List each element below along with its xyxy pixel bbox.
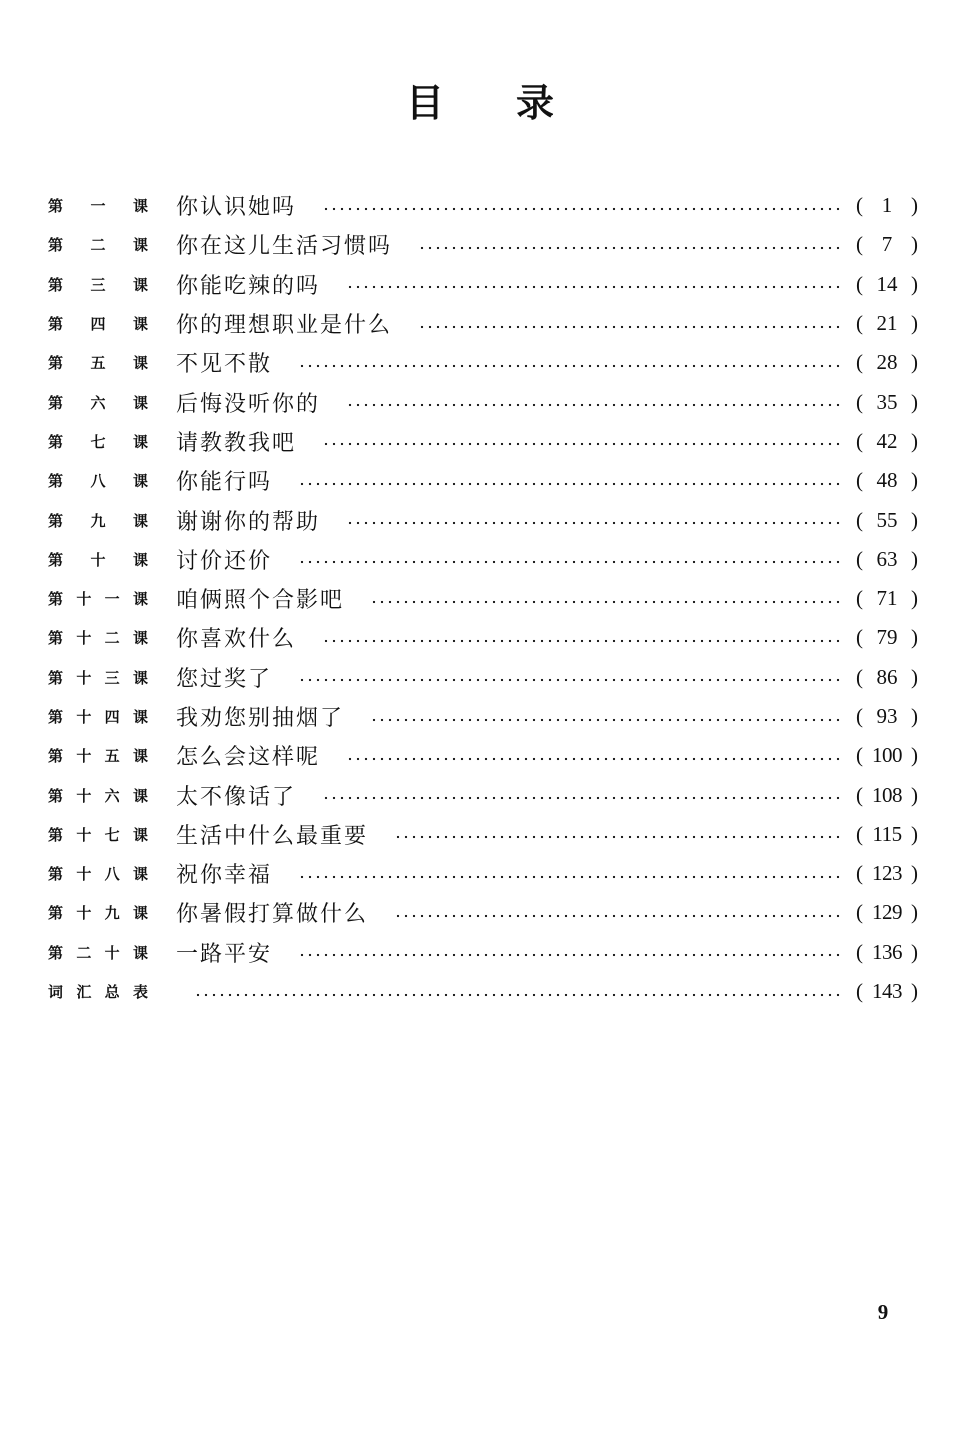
lesson-number-char: 二: [104, 629, 120, 648]
lesson-number-char: 第: [48, 354, 64, 373]
title-char: 录: [515, 81, 554, 125]
open-paren: (: [856, 939, 863, 964]
lesson-title[interactable]: 谢谢你的帮助: [176, 509, 321, 535]
lesson-number-char: 十: [76, 865, 92, 884]
lesson-number-char: 第: [48, 865, 64, 884]
lesson-number: [48, 313, 148, 334]
dot-leader: [322, 442, 842, 446]
page-ref-number: 35: [876, 389, 898, 414]
toc-entry[interactable]: [48, 343, 918, 382]
dot-leader: [346, 403, 842, 407]
lesson-number: [48, 745, 148, 766]
close-paren: ): [911, 821, 918, 846]
page-ref-number: 129: [872, 900, 902, 925]
lesson-number-char: 十: [76, 668, 92, 687]
lesson-number-char: 五: [90, 354, 106, 373]
dot-leader: [346, 285, 842, 289]
page-reference[interactable]: [856, 429, 918, 454]
lesson-number: [48, 431, 148, 452]
toc-entry[interactable]: [48, 540, 918, 579]
toc-entry-glossary[interactable]: [48, 972, 918, 1011]
lesson-number-char: 第: [48, 236, 64, 255]
lesson-title[interactable]: 你能吃辣的吗: [176, 273, 321, 299]
lesson-number-char: 课: [132, 904, 148, 923]
lesson-title[interactable]: 怎么会这样呢: [176, 745, 321, 771]
dot-leader: [322, 796, 842, 800]
toc-entry[interactable]: [48, 461, 918, 500]
page-ref-number: 14: [876, 271, 898, 296]
lesson-number-char: 三: [90, 275, 106, 294]
lesson-number-char: 十: [76, 629, 92, 648]
open-paren: (: [856, 468, 863, 493]
lesson-number-char: 课: [132, 393, 148, 412]
lesson-number-char: 第: [48, 472, 64, 491]
page-reference[interactable]: [856, 940, 918, 965]
toc-entry[interactable]: [48, 579, 918, 618]
dot-leader: [298, 875, 842, 879]
lesson-number-char: 课: [132, 354, 148, 373]
lesson-number-char: 六: [104, 786, 120, 805]
lesson-number-char: 十: [76, 708, 92, 726]
close-paren: ): [911, 586, 918, 611]
lesson-number-char: 第: [48, 629, 64, 648]
open-paren: (: [856, 900, 863, 925]
lesson-number-char: 十: [76, 590, 92, 609]
lesson-number-char: 十: [90, 550, 106, 569]
lesson-title[interactable]: 太不像话了: [176, 784, 297, 810]
page-ref-number: 42: [876, 428, 898, 453]
page-ref-number: 48: [876, 468, 898, 493]
page-reference[interactable]: [856, 232, 918, 257]
lesson-number-char: 第: [48, 708, 64, 726]
dot-leader: [370, 718, 842, 722]
page-ref-number: 21: [876, 311, 898, 336]
page-reference[interactable]: [856, 547, 918, 572]
close-paren: ): [911, 546, 918, 571]
lesson-title[interactable]: 你喜欢什么: [176, 627, 297, 653]
page-reference[interactable]: [856, 311, 918, 336]
lesson-number: [48, 863, 148, 884]
page-ref-number: 108: [872, 782, 902, 807]
page-number: 9: [877, 1300, 889, 1324]
toc-entry[interactable]: [48, 422, 918, 461]
lesson-number-char: 第: [48, 315, 64, 334]
lesson-number-char: 八: [104, 865, 120, 884]
close-paren: ): [911, 979, 918, 1004]
lesson-number-char: 课: [132, 236, 148, 255]
lesson-title[interactable]: 你的理想职业是什么: [176, 313, 393, 339]
open-paren: (: [856, 271, 863, 296]
lesson-number: [48, 942, 148, 963]
page-reference[interactable]: [856, 350, 918, 375]
dot-leader: [346, 757, 842, 761]
lesson-title[interactable]: 咱俩照个合影吧: [176, 588, 345, 614]
close-paren: ): [911, 428, 918, 453]
lesson-number: [48, 392, 148, 413]
page-reference[interactable]: [856, 861, 918, 886]
lesson-title[interactable]: 生活中什么最重要: [176, 823, 369, 849]
lesson-title[interactable]: 你认识她吗: [176, 195, 297, 221]
page-ref-number: 71: [876, 586, 898, 611]
page-reference[interactable]: [856, 625, 918, 650]
lesson-number: [48, 195, 148, 216]
open-paren: (: [856, 546, 863, 571]
dot-leader: [298, 482, 842, 486]
table-of-contents: [48, 186, 918, 1011]
lesson-number-char: 九: [104, 904, 120, 923]
page-reference[interactable]: [856, 390, 918, 415]
toc-entry[interactable]: [48, 893, 918, 932]
dot-leader: [194, 993, 842, 997]
lesson-number-char: 课: [132, 865, 148, 884]
lesson-number: [48, 785, 148, 806]
lesson-number-char: 二: [90, 236, 106, 255]
toc-entry[interactable]: [48, 265, 918, 304]
lesson-number-char: 第: [48, 747, 64, 766]
lesson-number-char: 课: [132, 747, 148, 766]
toc-entry[interactable]: [48, 697, 918, 736]
close-paren: ): [911, 311, 918, 336]
toc-entry[interactable]: [48, 382, 918, 421]
lesson-number-char: 课: [132, 708, 148, 726]
toc-entry[interactable]: [48, 854, 918, 893]
page-ref-number: 136: [872, 939, 902, 964]
close-paren: ): [911, 468, 918, 493]
lesson-number-char: 课: [132, 786, 148, 805]
page-ref-number: 86: [876, 664, 898, 689]
page-ref-number: 79: [876, 625, 898, 650]
toc-entry[interactable]: [48, 775, 918, 814]
glossary-label: [48, 981, 148, 1002]
lesson-number: [48, 510, 148, 531]
lesson-number-char: 十: [104, 943, 120, 962]
page-reference[interactable]: [856, 822, 918, 847]
toc-entry[interactable]: [48, 658, 918, 697]
page-reference[interactable]: [856, 979, 918, 1004]
lesson-number-char: 七: [90, 432, 106, 451]
lesson-number-char: 第: [48, 668, 64, 687]
open-paren: (: [856, 350, 863, 375]
lesson-title[interactable]: 你暑假打算做什么: [176, 902, 369, 928]
toc-entry[interactable]: [48, 500, 918, 539]
close-paren: ): [911, 389, 918, 414]
toc-entry[interactable]: [48, 304, 918, 343]
close-paren: ): [911, 350, 918, 375]
dot-leader: [394, 835, 842, 839]
lesson-number-char: 第: [48, 550, 64, 569]
lesson-number-char: 第: [48, 943, 64, 962]
toc-entry[interactable]: [48, 736, 918, 775]
lesson-title[interactable]: 请教教我吧: [176, 430, 297, 456]
lesson-number-char: 十: [76, 747, 92, 766]
lesson-number-char: 十: [76, 904, 92, 923]
lesson-number-char: 课: [132, 629, 148, 648]
lesson-number-char: 第: [48, 432, 64, 451]
page-reference[interactable]: [856, 272, 918, 297]
lesson-number-char: 第: [48, 197, 64, 216]
lesson-number-char: 第: [48, 590, 64, 609]
lesson-number: [48, 824, 148, 845]
lesson-number-char: 课: [132, 315, 148, 334]
page-ref-number: 123: [872, 861, 902, 886]
open-paren: (: [856, 743, 863, 768]
page-ref-number: 100: [872, 743, 902, 768]
lesson-number-char: 课: [132, 511, 148, 530]
close-paren: ): [911, 271, 918, 296]
close-paren: ): [911, 625, 918, 650]
close-paren: ): [911, 939, 918, 964]
page-reference[interactable]: [856, 508, 918, 533]
lesson-number-char: 四: [90, 315, 106, 334]
page-ref-number: 28: [876, 350, 898, 375]
page-reference[interactable]: [856, 468, 918, 493]
toc-entry[interactable]: [48, 225, 918, 264]
open-paren: (: [856, 704, 863, 728]
lesson-number-char: 十: [76, 786, 92, 805]
lesson-number: [48, 706, 148, 727]
open-paren: (: [856, 232, 863, 257]
lesson-title[interactable]: 祝你幸福: [176, 863, 273, 889]
page-reference[interactable]: [856, 665, 918, 690]
dot-leader: [394, 914, 842, 918]
toc-entry[interactable]: [48, 618, 918, 657]
dot-leader: [298, 560, 842, 564]
close-paren: ): [911, 900, 918, 925]
glossary-label-char: 总: [104, 983, 120, 1002]
close-paren: ): [911, 193, 918, 218]
open-paren: (: [856, 428, 863, 453]
title-char: 目: [405, 81, 444, 125]
close-paren: ): [911, 861, 918, 886]
lesson-title[interactable]: 不见不散: [176, 352, 273, 378]
open-paren: (: [856, 861, 863, 886]
lesson-number: [48, 667, 148, 688]
lesson-number-char: 课: [132, 550, 148, 569]
lesson-number: [48, 352, 148, 373]
lesson-title[interactable]: 我劝您别抽烟了: [176, 706, 345, 731]
toc-entry[interactable]: [48, 815, 918, 854]
page-title: [0, 72, 960, 127]
lesson-number-char: 一: [104, 590, 120, 609]
page-ref-number: 63: [876, 546, 898, 571]
lesson-number-char: 十: [76, 825, 92, 844]
dot-leader: [346, 521, 842, 525]
lesson-number-char: 课: [132, 590, 148, 609]
dot-leader: [298, 678, 842, 682]
close-paren: ): [911, 743, 918, 768]
lesson-number-char: 课: [132, 275, 148, 294]
glossary-label-char: 表: [132, 983, 148, 1002]
open-paren: (: [856, 389, 863, 414]
lesson-number-char: 第: [48, 904, 64, 923]
page-ref-number: 1: [881, 193, 893, 218]
lesson-number-char: 九: [90, 511, 106, 530]
dot-leader: [298, 364, 842, 368]
lesson-title[interactable]: 一路平安: [176, 941, 273, 967]
lesson-number-char: 第: [48, 786, 64, 805]
lesson-number: [48, 470, 148, 491]
lesson-number: [48, 234, 148, 255]
lesson-number-char: 课: [132, 472, 148, 491]
close-paren: ): [911, 704, 918, 728]
glossary-label-char: 汇: [76, 983, 92, 1002]
close-paren: ): [911, 507, 918, 532]
lesson-number-char: 课: [132, 943, 148, 962]
open-paren: (: [856, 193, 863, 218]
lesson-number-char: 第: [48, 511, 64, 530]
dot-leader: [418, 246, 842, 250]
page-ref-number: 115: [872, 821, 902, 846]
lesson-number-char: 一: [90, 197, 106, 216]
lesson-number-char: 三: [104, 668, 120, 687]
open-paren: (: [856, 821, 863, 846]
page-reference[interactable]: [856, 586, 918, 611]
dot-leader: [322, 207, 842, 211]
page-reference[interactable]: [856, 743, 918, 768]
page-ref-number: 55: [876, 507, 898, 532]
lesson-title[interactable]: 后悔没听你的: [176, 391, 321, 417]
lesson-number: [48, 588, 148, 609]
lesson-number-char: 第: [48, 275, 64, 294]
lesson-title[interactable]: 你能行吗: [176, 470, 273, 496]
lesson-number-char: 七: [104, 825, 120, 844]
open-paren: (: [856, 625, 863, 650]
open-paren: (: [856, 782, 863, 807]
close-paren: ): [911, 664, 918, 689]
lesson-number: [48, 902, 148, 923]
lesson-number-char: 八: [90, 472, 106, 491]
page-reference[interactable]: [856, 704, 918, 729]
toc-entry[interactable]: [48, 186, 918, 225]
dot-leader: [322, 639, 842, 643]
page-reference[interactable]: [856, 900, 918, 925]
lesson-number-char: 课: [132, 668, 148, 687]
page-reference[interactable]: [856, 193, 918, 218]
dot-leader: [370, 600, 842, 604]
lesson-number-char: 第: [48, 393, 64, 412]
lesson-title[interactable]: 您过奖了: [176, 666, 273, 692]
page-reference[interactable]: [856, 783, 918, 808]
dot-leader: [298, 953, 842, 957]
lesson-number: [48, 549, 148, 570]
toc-entry[interactable]: [48, 933, 918, 972]
lesson-number-char: 第: [48, 825, 64, 844]
close-paren: ): [911, 232, 918, 257]
lesson-title[interactable]: 你在这儿生活习惯吗: [176, 234, 393, 260]
page-ref-number: 143: [872, 979, 902, 1004]
open-paren: (: [856, 586, 863, 611]
lesson-number-char: 二: [76, 943, 92, 962]
lesson-number-char: 四: [104, 708, 120, 726]
open-paren: (: [856, 507, 863, 532]
open-paren: (: [856, 311, 863, 336]
lesson-number: [48, 627, 148, 648]
page-ref-number: 93: [876, 704, 898, 728]
lesson-number-char: 课: [132, 432, 148, 451]
close-paren: ): [911, 782, 918, 807]
page-ref-number: 7: [881, 232, 893, 257]
lesson-title[interactable]: 讨价还价: [176, 548, 273, 574]
glossary-label-char: 词: [48, 983, 64, 1002]
open-paren: (: [856, 979, 863, 1004]
lesson-number-char: 五: [104, 747, 120, 766]
lesson-number-char: 课: [132, 197, 148, 216]
dot-leader: [418, 325, 842, 329]
lesson-number: [48, 274, 148, 295]
lesson-number-char: 课: [132, 825, 148, 844]
lesson-number-char: 六: [90, 393, 106, 412]
open-paren: (: [856, 664, 863, 689]
